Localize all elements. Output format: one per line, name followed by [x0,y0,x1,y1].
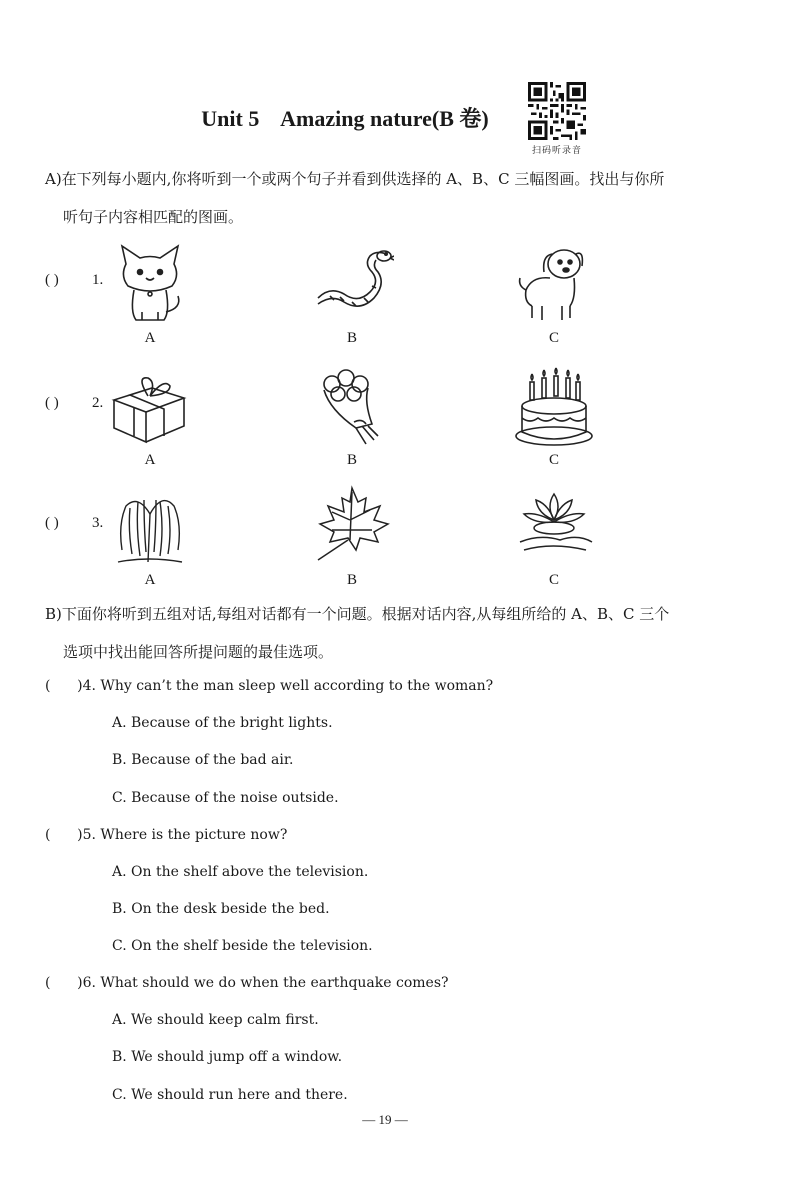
option-letter-c: C [548,572,559,588]
bouquet-icon[interactable] [310,366,394,450]
question-5-option-b[interactable]: B. On the desk beside the bed. [112,901,330,917]
question-number-2: 2. [92,395,104,411]
question-4-option-c[interactable]: C. Because of the noise outside. [112,790,339,806]
lotus-icon[interactable] [512,484,596,568]
section-b-line-2: 选项中找出能回答所提问题的最佳选项。 [63,643,334,661]
page-title: Unit 5 Amazing nature(B 卷) [201,106,489,131]
page-number: — 19 — [362,1112,408,1127]
option-letter-c: C [548,452,559,468]
question-6-option-a[interactable]: A. We should keep calm first. [112,1012,319,1028]
qr-caption: 扫码听录音 [531,146,582,156]
question-6: ( )6. What should we do when the earthquake comes? [45,975,449,991]
option-letter-c: C [548,330,559,346]
section-b-line-1: B)下面你将听到五组对话,每组对话都有一个问题。根据对话内容,从每组所给的 A、B、C 三个 [45,605,670,623]
question-4-option-a[interactable]: A. Because of the bright lights. [112,715,333,731]
dog-icon[interactable] [512,240,596,324]
question-5: ( )5. Where is the picture now? [45,827,288,843]
option-letter-a: A [144,330,156,346]
answer-blank-1[interactable]: ( ) [45,272,59,288]
cat-icon[interactable] [108,242,192,326]
question-number-1: 1. [92,272,104,288]
answer-blank-2[interactable]: ( ) [45,395,59,411]
willow-tree-icon[interactable] [108,484,192,568]
option-letter-a: A [144,452,156,468]
option-letter-b: B [346,330,357,346]
birthday-cake-icon[interactable] [512,366,596,450]
question-5-option-c[interactable]: C. On the shelf beside the television. [112,938,373,954]
snake-icon[interactable] [310,242,394,326]
section-a-line-1: A)在下列每小题内,你将听到一个或两个句子并看到供选择的 A、B、C 三幅图画。找出与你所 [45,170,665,188]
question-number-3: 3. [92,515,104,531]
answer-blank-3[interactable]: ( ) [45,515,59,531]
option-letter-b: B [346,572,357,588]
question-4-option-b[interactable]: B. Because of the bad air. [112,752,294,768]
qr-code-icon[interactable] [528,82,586,140]
option-letter-a: A [144,572,156,588]
maple-leaf-icon[interactable] [310,484,394,568]
section-b-instructions [45,595,745,671]
question-6-option-b[interactable]: B. We should jump off a window. [112,1049,343,1065]
option-letter-b: B [346,452,357,468]
question-6-option-c[interactable]: C. We should run here and there. [112,1087,348,1103]
gift-box-icon[interactable] [108,366,192,450]
question-4: ( )4. Why can’t the man sleep well according to the woman? [45,678,494,694]
section-a-line-2: 听句子内容相匹配的图画。 [63,208,244,226]
question-5-option-a[interactable]: A. On the shelf above the television. [112,864,369,880]
section-a-instructions [45,160,745,236]
